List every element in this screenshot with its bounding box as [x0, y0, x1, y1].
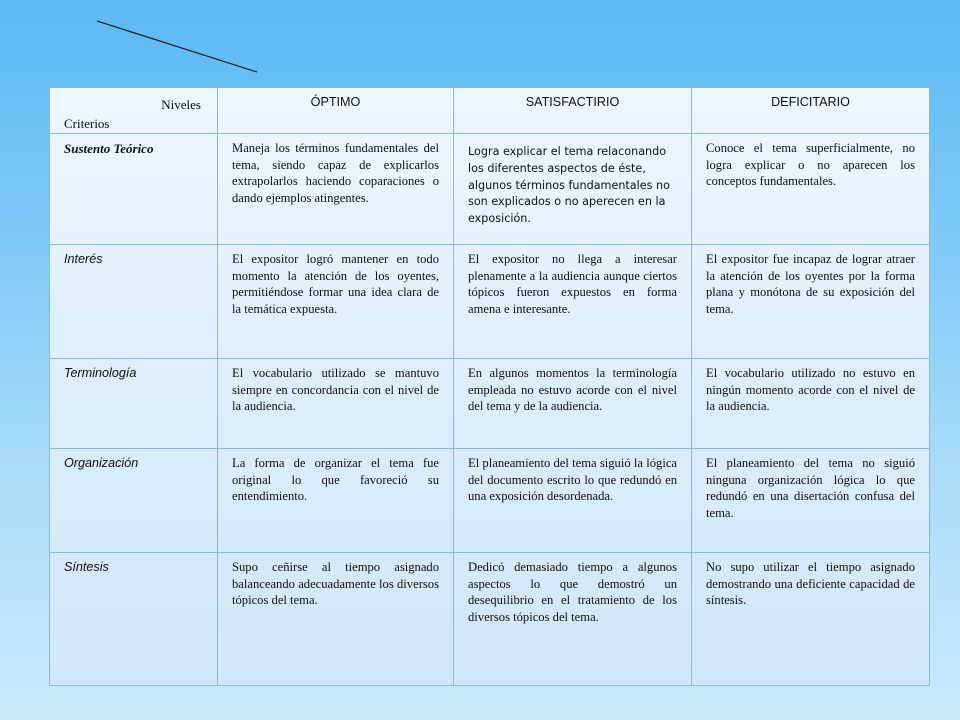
rubric-table: [49, 87, 930, 686]
corner-header-cell: [50, 88, 218, 134]
cell-terminologia-optimo: El vocabulario utilizado se mantuvo siempre en concordancia con el nivel de la audiencia.: [218, 359, 454, 449]
table-row: [50, 134, 930, 245]
table-row: [50, 359, 930, 449]
levels-label: Niveles: [161, 97, 201, 112]
criterion-sustento-teorico: Sustento Teórico: [50, 134, 218, 245]
criteria-label: Criterios: [64, 116, 110, 131]
cell-sustento-deficitario: Conoce el tema superficialmente, no logra explicar o no aparecen los conceptos fundamentales.: [692, 134, 930, 245]
table-row: [50, 449, 930, 553]
cell-organizacion-deficitario: El planeamiento del tema no siguió ninguna organización lógica lo que redundó en una disertación confusa del tema.: [692, 449, 930, 553]
level-header-satisfactorio: SATISFACTIRIO: [454, 88, 692, 134]
cell-interes-satisfactorio: El expositor no llega a interesar plenamente a la audiencia aunque ciertos tópicos fueron expuestos en forma amena e interesante.: [454, 245, 692, 359]
cell-terminologia-deficitario: El vocabulario utilizado no estuvo en ningún momento acorde con el nivel de la audiencia.: [692, 359, 930, 449]
cell-organizacion-optimo: La forma de organizar el tema fue original lo que favoreció su entendimiento.: [218, 449, 454, 553]
table-row: [50, 553, 930, 686]
cell-sustento-optimo: Maneja los términos fundamentales del tema, siendo capaz de explicarlos extrapolarlos haciendo coparaciones o dando ejemplos atingentes.: [218, 134, 454, 245]
cell-interes-deficitario: El expositor fue incapaz de lograr atraer la atención de los oyentes por la forma plana y monótona de su exposición del tema.: [692, 245, 930, 359]
criterion-interes: Interés: [50, 245, 218, 359]
cell-sustento-satisfactorio: Logra explicar el tema relaconando los diferentes aspectos de éste, algunos términos fundamentales no son explicados o no aperecen en la exposición.: [454, 134, 692, 245]
level-header-deficitario: DEFICITARIO: [692, 88, 930, 134]
criterion-organizacion: Organización: [50, 449, 218, 553]
criterion-sintesis: Síntesis: [50, 553, 218, 686]
criterion-terminologia: Terminología: [50, 359, 218, 449]
cell-interes-optimo: El expositor logró mantener en todo momento la atención de los oyentes, permitiéndose formar una idea clara de la temática expuesta.: [218, 245, 454, 359]
header-row: [50, 88, 930, 134]
cell-sintesis-satisfactorio: Dedicó demasiado tiempo a algunos aspectos lo que demostró un desequilibrio en el tratamiento de los diversos tópicos del tema.: [454, 553, 692, 686]
cell-sintesis-optimo: Supo ceñirse al tiempo asignado balanceando adecuadamente los diversos tópicos del tema.: [218, 553, 454, 686]
cell-organizacion-satisfactorio: El planeamiento del tema siguió la lógica del documento escrito lo que redundó en una exposición desordenada.: [454, 449, 692, 553]
cell-terminologia-satisfactorio: En algunos momentos la terminología empleada no estuvo acorde con el nivel del tema y de la audiencia.: [454, 359, 692, 449]
table-row: [50, 245, 930, 359]
level-header-optimo: ÓPTIMO: [218, 88, 454, 134]
cell-sintesis-deficitario: No supo utilizar el tiempo asignado demostrando una deficiente capacidad de síntesis.: [692, 553, 930, 686]
